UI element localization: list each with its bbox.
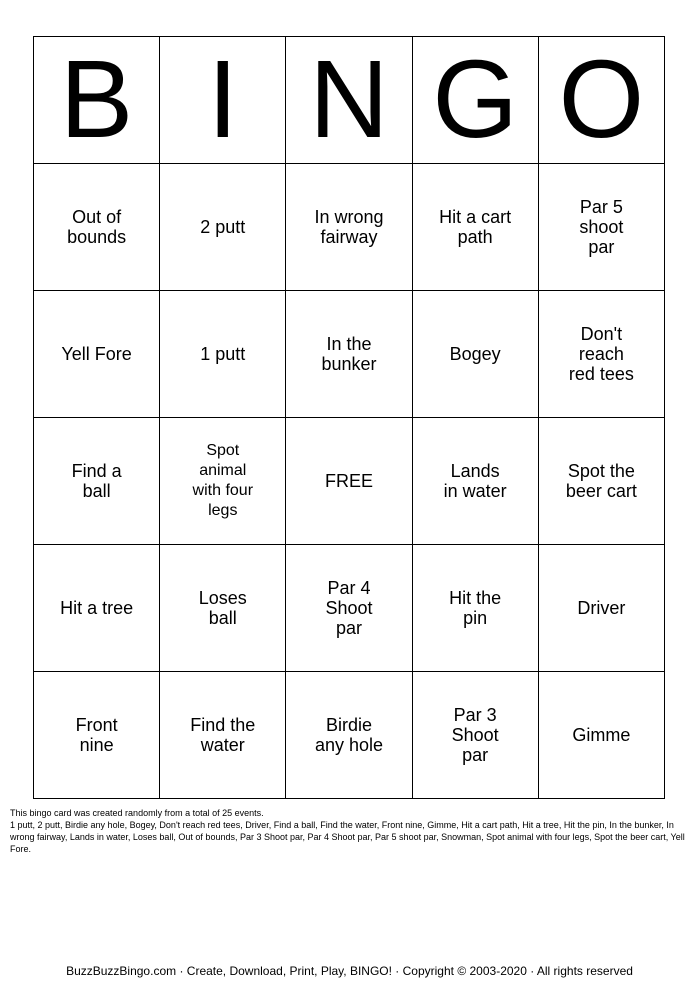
- bingo-row-2: [34, 291, 665, 418]
- header-letter-i: I: [160, 37, 286, 164]
- bingo-cell: Hit a cart path: [412, 164, 538, 291]
- card-info: [10, 807, 690, 855]
- bingo-row-5: [34, 672, 665, 799]
- bingo-cell: Front nine: [34, 672, 160, 799]
- bingo-cell: Yell Fore: [34, 291, 160, 418]
- card-info-event-list: 1 putt, 2 putt, Birdie any hole, Bogey, Don't reach red tees, Driver, Find a ball, Find the water, Front nine, Gimme, Hit a cart path, Hit a tree, Hit the pin, In the bunker, In wrong fairway, Lands in water, Loses ball, Out of bounds, Par 3 Shoot par, Par 4 Shoot par, Par 5 shoot par, Snowman, Spot animal with four legs, Spot the beer cart, Yell Fore.: [10, 820, 685, 854]
- bingo-row-3: [34, 418, 665, 545]
- bingo-cell: In the bunker: [286, 291, 412, 418]
- bingo-cell: Gimme: [538, 672, 664, 799]
- bingo-cell: Lands in water: [412, 418, 538, 545]
- header-letter-b: B: [34, 37, 160, 164]
- bingo-cell: Driver: [538, 545, 664, 672]
- bingo-cell: Spot the beer cart: [538, 418, 664, 545]
- bingo-header-row: [34, 37, 665, 164]
- header-letter-g: G: [412, 37, 538, 164]
- bingo-cell: Birdie any hole: [286, 672, 412, 799]
- bingo-cell: Find a ball: [34, 418, 160, 545]
- bingo-cell: Par 5 shoot par: [538, 164, 664, 291]
- bingo-row-4: [34, 545, 665, 672]
- free-space-cell: FREE: [286, 418, 412, 545]
- bingo-cell: Par 4 Shoot par: [286, 545, 412, 672]
- bingo-cell: Hit the pin: [412, 545, 538, 672]
- bingo-cell: Bogey: [412, 291, 538, 418]
- bingo-cell: Loses ball: [160, 545, 286, 672]
- bingo-row-1: [34, 164, 665, 291]
- bingo-cell: Spot animal with four legs: [160, 418, 286, 545]
- bingo-cell: Don't reach red tees: [538, 291, 664, 418]
- page-footer: BuzzBuzzBingo.com · Create, Download, Print, Play, BINGO! · Copyright © 2003-2020 · All rights reserved: [66, 964, 633, 978]
- bingo-card: [33, 36, 665, 799]
- bingo-cell: Find the water: [160, 672, 286, 799]
- bingo-cell: Hit a tree: [34, 545, 160, 672]
- bingo-cell: Par 3 Shoot par: [412, 672, 538, 799]
- header-letter-n: N: [286, 37, 412, 164]
- bingo-cell: 1 putt: [160, 291, 286, 418]
- bingo-cell: In wrong fairway: [286, 164, 412, 291]
- card-info-summary: This bingo card was created randomly from a total of 25 events.: [10, 808, 264, 818]
- bingo-cell: Out of bounds: [34, 164, 160, 291]
- header-letter-o: O: [538, 37, 664, 164]
- bingo-cell: 2 putt: [160, 164, 286, 291]
